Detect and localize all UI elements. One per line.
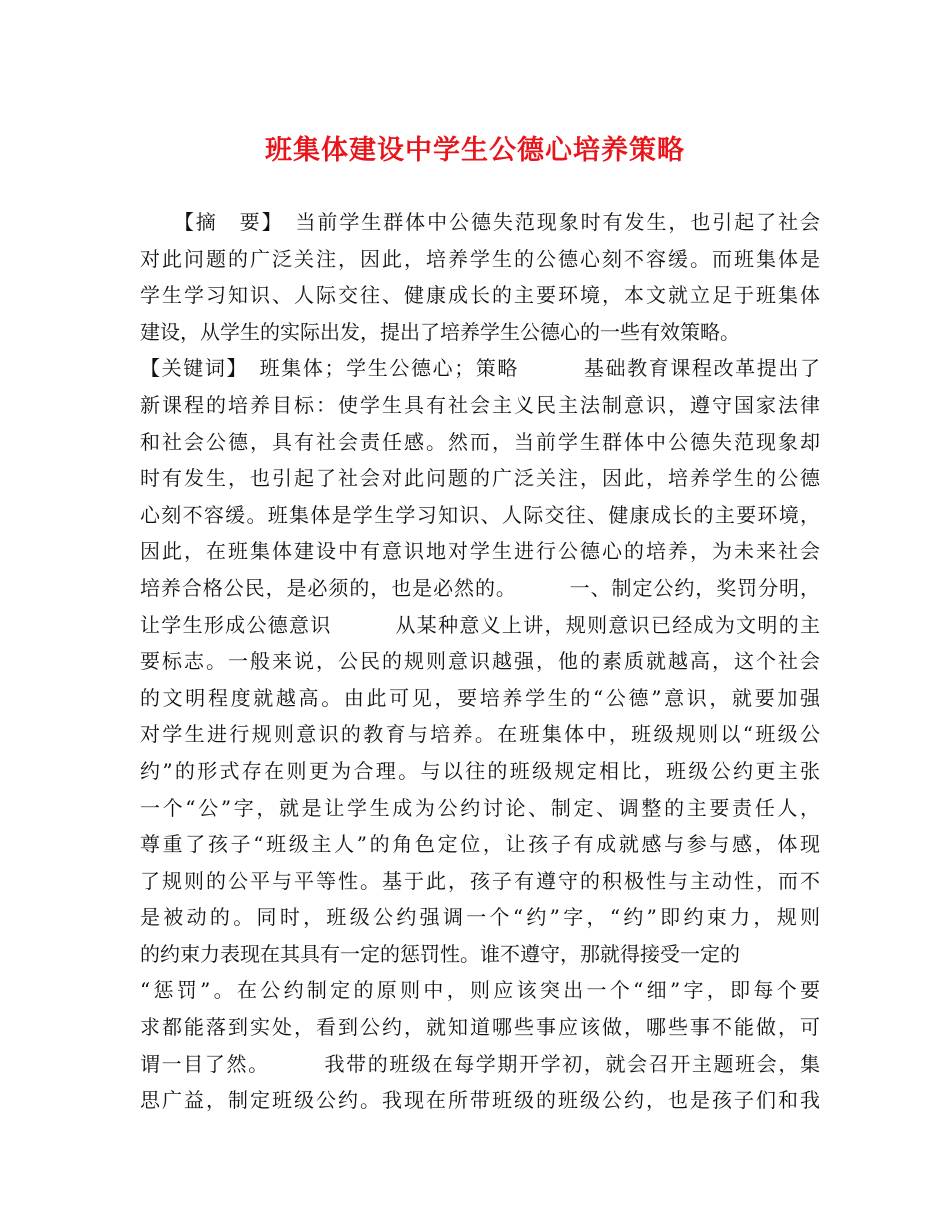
- body-text-line: 了规则的公平与平等性。基于此，孩子有遵守的积极性与主动性，而不: [140, 868, 820, 893]
- body-text-line: 一个“公”字，就是让学生成为公约讨论、制定、调整的主要责任人，: [140, 795, 820, 820]
- body-text-line: “惩罚”。在公约制定的原则中，则应该突出一个“细”字，即每个要: [140, 978, 820, 1003]
- body-text-line: 【关键词】 班集体；学生公德心；策略 基础教育课程改革提出了: [140, 356, 820, 381]
- body-text-line: 对此问题的广泛关注，因此，培养学生的公德心刻不容缓。而班集体是: [140, 246, 820, 271]
- body-text-line: 是被动的。同时，班级公约强调一个“约”字，“约”即约束力，规则: [140, 905, 820, 930]
- body-text-line: 新课程的培养目标：使学生具有社会主义民主法制意识，遵守国家法律: [140, 392, 820, 417]
- body-text-line: 的文明程度就越高。由此可见，要培养学生的“公德”意识，就要加强: [140, 685, 820, 710]
- document-body: [140, 204, 820, 1119]
- body-text-line: 和社会公德，具有社会责任感。然而，当前学生群体中公德失范现象却: [140, 429, 820, 454]
- body-text-line: 让学生形成公德意识 从某种意义上讲，规则意识已经成为文明的主: [140, 612, 820, 637]
- body-text-line: 思广益，制定班级公约。我现在所带班级的班级公约，也是孩子们和我: [140, 1088, 820, 1113]
- body-text-line: 对学生进行规则意识的教育与培养。在班集体中，班级规则以“班级公: [140, 722, 820, 747]
- body-text-line: 谓一目了然。 我带的班级在每学期开学初，就会召开主题班会，集: [140, 1051, 820, 1076]
- body-text-line: 求都能落到实处，看到公约，就知道哪些事应该做，哪些事不能做，可: [140, 1015, 820, 1040]
- body-text-line: 约”的形式存在则更为合理。与以往的班级规定相比，班级公约更主张: [140, 758, 820, 783]
- body-text-line: 心刻不容缓。班集体是学生学习知识、人际交往、健康成长的主要环境，: [140, 502, 820, 527]
- body-text-line: 时有发生，也引起了社会对此问题的广泛关注，因此，培养学生的公德: [140, 466, 820, 491]
- body-text-line: 培养合格公民，是必须的，也是必然的。 一、制定公约，奖罚分明，: [140, 575, 820, 600]
- body-text-line: 尊重了孩子“班级主人”的角色定位，让孩子有成就感与参与感，体现: [140, 832, 820, 857]
- body-text-line: 要标志。一般来说，公民的规则意识越强，他的素质就越高，这个社会: [140, 649, 820, 674]
- document-title: 班集体建设中学生公德心培养策略: [265, 135, 685, 166]
- body-text-line: 【摘 要】 当前学生群体中公德失范现象时有发生，也引起了社会: [140, 210, 820, 234]
- body-text-line: 的约束力表现在其具有一定的惩罚性。谁不遵守，那就得接受一定的: [140, 941, 740, 966]
- body-text-line: 学生学习知识、人际交往、健康成长的主要环境，本文就立足于班集体: [140, 283, 820, 308]
- body-text-line: 建设，从学生的实际出发，提出了培养学生公德心的一些有效策略。: [140, 319, 740, 344]
- body-text-line: 因此，在班集体建设中有意识地对学生进行公德心的培养，为未来社会: [140, 539, 820, 564]
